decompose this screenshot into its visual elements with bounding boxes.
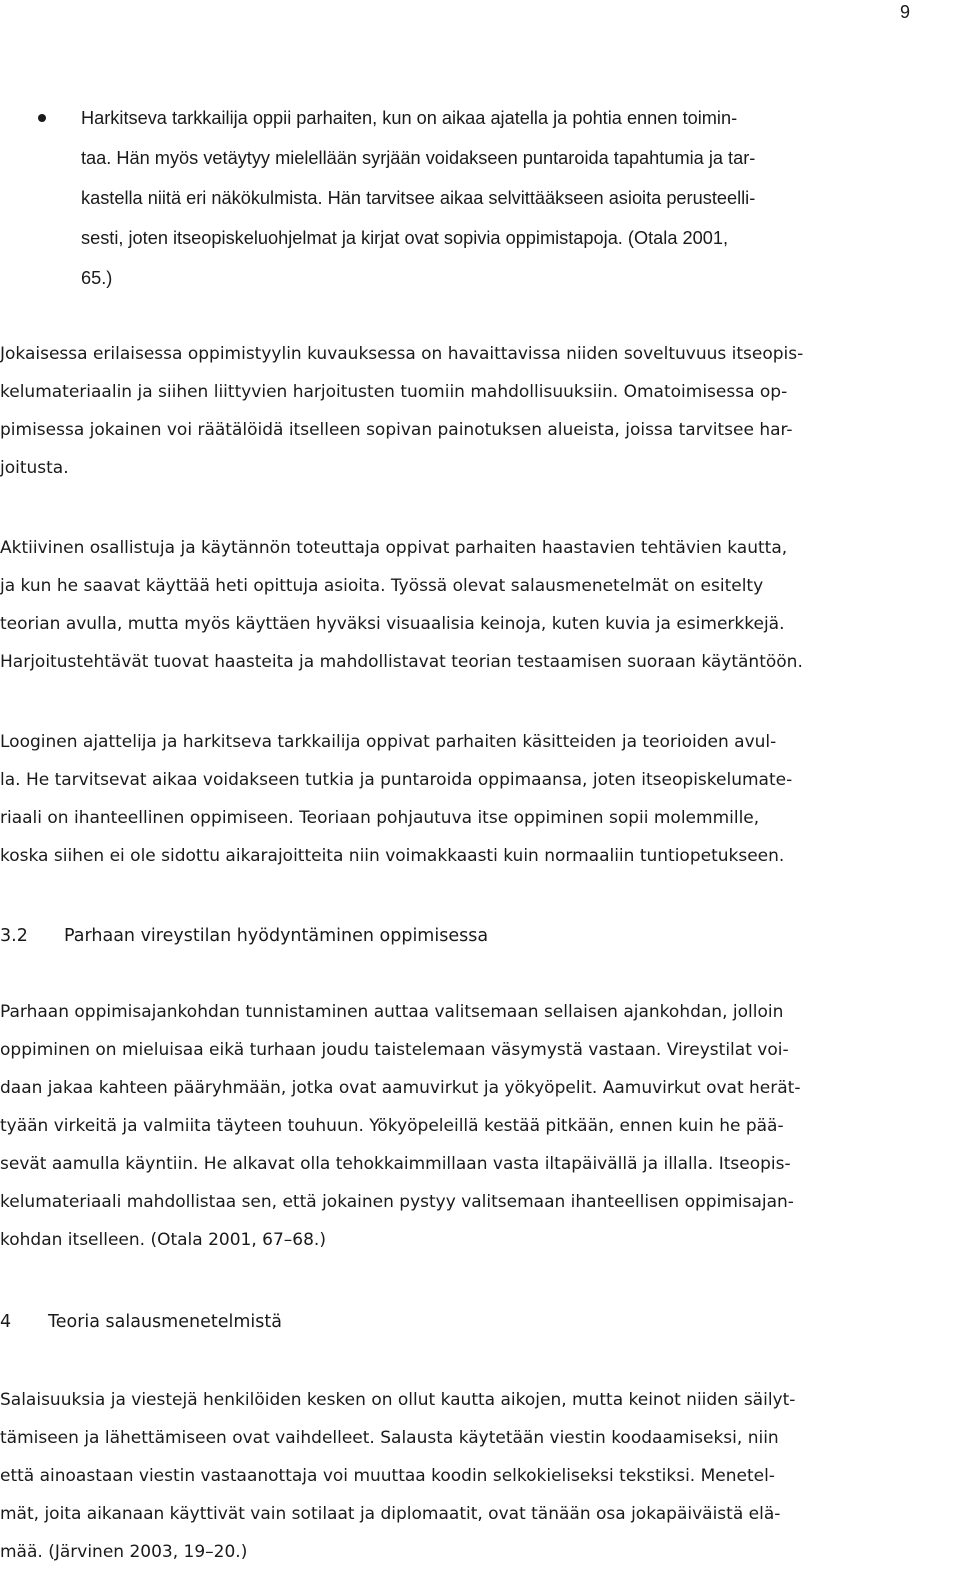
text-line: Jokaisessa erilaisessa oppimistyylin kuvauksessa on havaittavissa niiden soveltuvuus itseopis-: [0, 344, 804, 364]
text-line: taa. Hän myös vetäytyy mielellään syrjään voidakseen puntaroida tapahtumia ja tar-: [81, 148, 756, 168]
text-line: sevät aamulla käyntiin. He alkavat olla tehokkaimmillaan vasta iltapäivällä ja illalla. Itseopis-: [0, 1154, 791, 1174]
bullet-icon: [38, 114, 46, 122]
text-line: Harkitseva tarkkailija oppii parhaiten, kun on aikaa ajatella ja pohtia ennen toimin-: [81, 108, 738, 128]
text-line: la. He tarvitsevat aikaa voidakseen tutkia ja puntaroida oppimaansa, joten itseopiskelumate-: [0, 770, 793, 790]
text-line: että ainoastaan viestin vastaanottaja voi muuttaa koodin selkokieliseksi tekstiksi. Menetel-: [0, 1466, 775, 1486]
text-line: Parhaan oppimisajankohdan tunnistaminen auttaa valitsemaan sellaisen ajankohdan, jolloin: [0, 1002, 784, 1022]
text-line: koska siihen ei ole sidottu aikarajoitteita niin voimakkaasti kuin normaaliin tuntiopetukseen.: [0, 846, 785, 866]
text-line: daan jakaa kahteen pääryhmään, jotka ovat aamuvirkut ja yökyöpelit. Aamuvirkut ovat herät-: [0, 1078, 801, 1098]
section-title: Teoria salausmenetelmistä: [48, 1312, 282, 1332]
text-line: sesti, joten itseopiskeluohjelmat ja kirjat ovat sopivia oppimistapoja. (Otala 2001,: [81, 228, 729, 248]
text-line: riaali on ihanteellinen oppimiseen. Teoriaan pohjautuva itse oppiminen sopii molemmille,: [0, 808, 760, 828]
text-line: kelumateriaalin ja siihen liittyvien harjoitusten tuomiin mahdollisuuksiin. Omatoimisessa op-: [0, 382, 788, 402]
text-line: joitusta.: [0, 458, 69, 478]
text-line: oppiminen on mieluisaa eikä turhaan joudu taistelemaan väsymystä vastaan. Vireystilat voi-: [0, 1040, 789, 1060]
text-line: ja kun he saavat käyttää heti opittuja asioita. Työssä olevat salausmenetelmät on esitelty: [0, 576, 764, 596]
section-number: 3.2: [0, 926, 28, 946]
text-line: tyään virkeitä ja valmiita täyteen touhuun. Yökyöpeleillä kestää pitkään, ennen kuin he pää-: [0, 1116, 784, 1136]
text-line: mät, joita aikanaan käyttivät vain sotilaat ja diplomaatit, ovat tänään osa jokapäiväistä elä-: [0, 1504, 781, 1524]
text-line: kastella niitä eri näkökulmista. Hän tarvitsee aikaa selvittääkseen asioita perusteelli-: [81, 188, 756, 208]
text-line: mää. (Järvinen 2003, 19–20.): [0, 1542, 248, 1562]
text-line: kohdan itselleen. (Otala 2001, 67–68.): [0, 1230, 326, 1250]
text-line: Looginen ajattelija ja harkitseva tarkkailija oppivat parhaiten käsitteiden ja teorioiden avul-: [0, 732, 777, 752]
text-line: teorian avulla, mutta myös käyttäen hyväksi visuaalisia keinoja, kuten kuvia ja esimerkkejä.: [0, 614, 785, 634]
text-line: kelumateriaali mahdollistaa sen, että jokainen pystyy valitsemaan ihanteellisen oppimisajan-: [0, 1192, 794, 1212]
section-number: 4: [0, 1312, 12, 1332]
text-line: pimisessa jokainen voi räätälöidä itselleen sopivan painotuksen alueista, joissa tarvitsee har-: [0, 420, 793, 440]
text-line: Harjoitustehtävät tuovat haasteita ja mahdollistavat teorian testaamisen suoraan käytäntöön.: [0, 652, 803, 672]
page-number: 9: [900, 2, 911, 22]
section-title: Parhaan vireystilan hyödyntäminen oppimisessa: [64, 926, 489, 946]
text-line: 65.): [81, 268, 113, 288]
text-line: Salaisuuksia ja viestejä henkilöiden kesken on ollut kautta aikojen, mutta keinot niiden säilyt-: [0, 1390, 796, 1410]
text-line: Aktiivinen osallistuja ja käytännön toteuttaja oppivat parhaiten haastavien tehtävien kautta,: [0, 538, 788, 558]
text-line: tämiseen ja lähettämiseen ovat vaihdelleet. Salausta käytetään viestin koodaamiseksi, niin: [0, 1428, 779, 1448]
